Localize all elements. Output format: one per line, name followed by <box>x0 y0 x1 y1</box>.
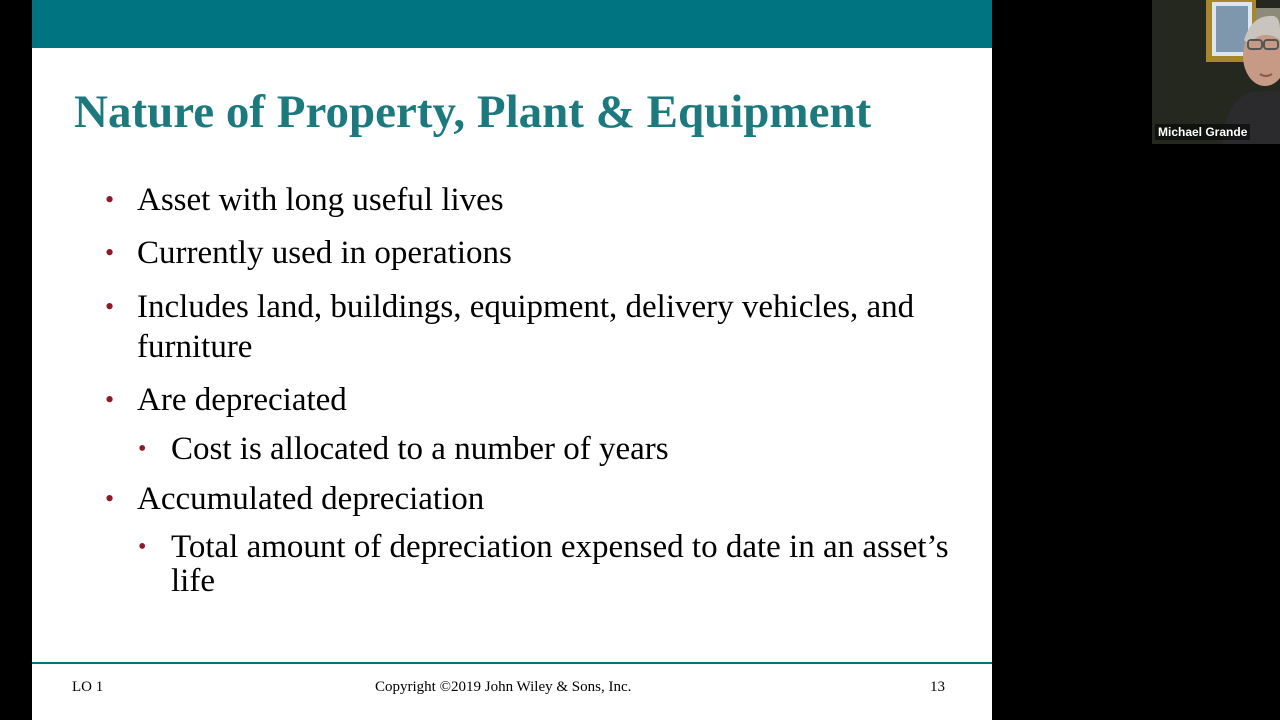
bullet-dot: • <box>105 292 115 321</box>
bullet-text: Includes land, buildings, equipment, delivery vehicles, and furniture <box>137 289 915 365</box>
bullet-text: Asset with long useful lives <box>137 182 504 218</box>
bullet-text: Are depreciated <box>137 382 347 418</box>
footer-divider <box>32 662 992 664</box>
copyright-notice: Copyright ©2019 John Wiley & Sons, Inc. <box>375 679 632 695</box>
slide-page-number: 13 <box>930 679 945 695</box>
shared-slide <box>32 0 992 720</box>
bullet-text: Currently used in operations <box>137 235 512 271</box>
sub-bullet-dot: • <box>138 436 147 462</box>
bullet-dot: • <box>105 484 115 513</box>
sub-bullet-text: Total amount of depreciation expensed to date in an asset’s life <box>171 529 949 599</box>
bullet-dot: • <box>105 238 115 267</box>
learning-objective-label: LO 1 <box>72 679 104 695</box>
participant-name-label: Michael Grande <box>1155 124 1250 140</box>
bullet-list <box>32 0 992 640</box>
slide-title: Nature of Property, Plant & Equipment <box>74 86 872 138</box>
bullet-dot: • <box>105 185 115 214</box>
participant-video-tile[interactable] <box>1152 0 1280 144</box>
participant-video-feed <box>1152 0 1280 144</box>
bullet-dot: • <box>105 385 115 414</box>
sub-bullet-text: Cost is allocated to a number of years <box>171 431 669 467</box>
sub-bullet-dot: • <box>138 534 147 560</box>
bullet-text: Accumulated depreciation <box>137 481 485 517</box>
